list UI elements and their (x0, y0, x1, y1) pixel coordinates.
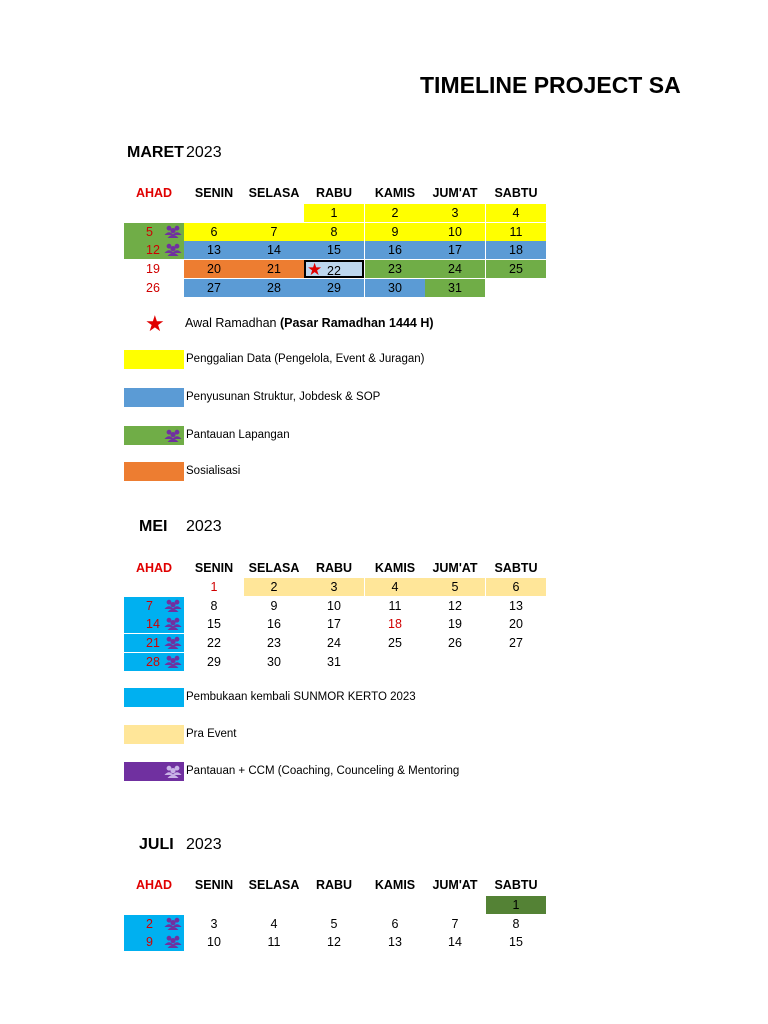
calendar-day-cell (304, 279, 364, 297)
calendar-day-cell (486, 896, 546, 914)
calendar-day-cell (244, 279, 304, 297)
day-number: 1 (512, 898, 520, 912)
calendar-day-cell (244, 241, 304, 259)
day-name-header: SENIN (194, 186, 234, 200)
calendar-day-cell (184, 615, 244, 633)
day-number: 4 (391, 580, 399, 594)
day-number: 7 (270, 224, 278, 239)
day-number: 16 (388, 243, 402, 258)
calendar-day-cell (124, 204, 184, 222)
calendar-day-cell (365, 933, 425, 951)
calendar-day-cell (425, 615, 485, 633)
calendar-day-cell (486, 915, 546, 933)
group-icon (164, 225, 182, 238)
day-number: 3 (210, 916, 218, 931)
day-number: 21 (267, 262, 281, 277)
calendar-day-cell (304, 204, 364, 222)
day-number: 27 (509, 636, 523, 651)
day-number: 6 (512, 580, 520, 594)
day-number: 28 (146, 654, 160, 669)
day-number: 15 (327, 243, 341, 258)
calendar-day-cell (425, 204, 485, 222)
calendar-day-cell (365, 634, 425, 652)
day-number: 17 (448, 243, 462, 258)
legend-label: Penyusunan Struktur, Jobdesk & SOP (186, 391, 381, 403)
legend-swatch (124, 426, 184, 445)
day-name-header: RABU (315, 878, 353, 892)
day-name-header: JUM'AT (432, 878, 478, 892)
calendar-day-cell (124, 597, 184, 615)
day-number: 25 (388, 636, 402, 651)
day-number: 9 (391, 224, 399, 239)
calendar-day-cell (244, 204, 304, 222)
calendar-day-cell (425, 597, 485, 615)
calendar-day-cell (184, 896, 244, 914)
day-name-header: SELASA (248, 186, 300, 200)
calendar-day-cell (304, 634, 364, 652)
page-title: TIMELINE PROJECT SA (420, 72, 681, 98)
calendar-day-cell (304, 933, 364, 951)
calendar-day-cell (124, 933, 184, 951)
group-icon (164, 243, 182, 256)
month-header (139, 518, 167, 536)
calendar-day-cell (425, 896, 485, 914)
calendar-day-cell (184, 578, 244, 596)
month-header (139, 836, 174, 854)
day-number: 2 (391, 206, 399, 220)
day-number: 3 (330, 580, 338, 594)
calendar-day-cell (365, 223, 425, 241)
day-number: 23 (388, 262, 402, 277)
day-number: 2 (270, 580, 278, 594)
day-number: 15 (509, 935, 523, 950)
legend-text-bold: (Pasar Ramadhan 1444 H) (279, 316, 434, 330)
calendar-day-cell (425, 223, 485, 241)
calendar-day-cell (244, 915, 304, 933)
legend-label (185, 316, 434, 330)
calendar-day-cell (486, 933, 546, 951)
day-number: 28 (267, 280, 281, 295)
day-number: 17 (327, 617, 341, 632)
day-number: 18 (388, 617, 402, 632)
day-number: 29 (327, 280, 341, 295)
calendar-day-cell (486, 204, 546, 222)
legend-swatch (124, 688, 184, 707)
calendar-day-cell (244, 933, 304, 951)
legend-label: Pantauan Lapangan (186, 429, 290, 441)
day-number: 29 (207, 654, 221, 669)
day-number: 25 (509, 262, 523, 277)
day-number: 26 (448, 636, 462, 651)
calendar-day-cell (365, 653, 425, 671)
day-name-header: AHAD (135, 878, 173, 892)
day-name-header: JUM'AT (432, 561, 478, 575)
calendar-day-cell (486, 223, 546, 241)
calendar-day-cell (184, 241, 244, 259)
day-number: 26 (146, 280, 160, 295)
day-number: 16 (267, 617, 281, 632)
calendar-day-cell (365, 241, 425, 259)
calendar-day-cell (365, 896, 425, 914)
month-name: MARET (127, 144, 184, 161)
calendar-day-cell (486, 279, 546, 297)
day-name-header: RABU (315, 561, 353, 575)
legend-swatch (124, 762, 184, 781)
day-name-header: SABTU (494, 186, 538, 200)
day-number: 7 (451, 916, 459, 931)
calendar-day-cell (124, 615, 184, 633)
group-icon (164, 617, 182, 630)
day-number: 15 (207, 617, 221, 632)
legend-text: Awal Ramadhan (185, 316, 280, 330)
calendar-day-cell (486, 634, 546, 652)
day-number: 1 (210, 580, 218, 594)
calendar-day-cell (184, 915, 244, 933)
day-number: 19 (146, 262, 160, 277)
legend-label: Penggalian Data (Pengelola, Event & Juragan) (186, 353, 425, 365)
calendar-day-cell (124, 915, 184, 933)
calendar-day-cell (365, 578, 425, 596)
day-number: 7 (146, 598, 153, 613)
day-number: 4 (270, 916, 278, 931)
day-number: 14 (146, 617, 160, 632)
legend-swatch (124, 388, 184, 407)
day-number: 9 (270, 598, 278, 613)
month-name: JULI (139, 836, 174, 853)
day-name-header: KAMIS (374, 561, 416, 575)
star-icon: ★ (145, 311, 165, 336)
day-name-header: SENIN (194, 561, 234, 575)
month-year: 2023 (186, 518, 222, 535)
month-header (127, 144, 184, 162)
calendar-day-cell (244, 615, 304, 633)
calendar-day-cell (365, 615, 425, 633)
day-number: 30 (267, 654, 281, 669)
day-number: 31 (448, 280, 462, 295)
day-number: 18 (509, 243, 523, 258)
day-number: 20 (509, 617, 523, 632)
day-number: 3 (451, 206, 459, 220)
day-name-header: KAMIS (374, 878, 416, 892)
day-number: 1 (330, 206, 338, 220)
legend-label: Pra Event (186, 728, 237, 740)
calendar-day-cell (184, 597, 244, 615)
legend-swatch (124, 725, 184, 744)
group-icon (164, 429, 182, 442)
day-name-header: SABTU (494, 878, 538, 892)
calendar-day-cell (425, 653, 485, 671)
calendar-day-cell (486, 597, 546, 615)
calendar-day-cell (244, 260, 304, 278)
calendar-day-cell (244, 597, 304, 615)
day-number: 9 (146, 935, 153, 950)
calendar-day-cell (304, 241, 364, 259)
day-number: 13 (207, 243, 221, 258)
calendar-day-cell (486, 578, 546, 596)
calendar-day-cell (184, 223, 244, 241)
day-number: 6 (210, 224, 218, 239)
calendar-day-cell (365, 260, 425, 278)
day-number: 5 (146, 224, 153, 239)
day-number: 11 (509, 224, 523, 239)
day-name-header: AHAD (135, 561, 173, 575)
day-number: 27 (207, 280, 221, 295)
day-name-header: KAMIS (374, 186, 416, 200)
calendar-day-cell (304, 597, 364, 615)
month-year: 2023 (186, 836, 222, 853)
star-icon: ★ (307, 260, 323, 280)
day-number: 21 (146, 636, 160, 651)
day-name-header: JUM'AT (432, 186, 478, 200)
calendar-day-cell (124, 578, 184, 596)
day-number: 10 (448, 224, 462, 239)
day-number: 31 (327, 654, 341, 669)
calendar-day-cell (425, 933, 485, 951)
calendar-day-cell (184, 634, 244, 652)
day-number: 14 (267, 243, 281, 258)
calendar-day-cell (244, 578, 304, 596)
calendar-day-cell (304, 915, 364, 933)
day-number: 10 (207, 935, 221, 950)
day-name-header: AHAD (135, 186, 173, 200)
calendar-day-cell (365, 204, 425, 222)
calendar-day-cell (244, 653, 304, 671)
group-icon (164, 599, 182, 612)
calendar-day-cell (124, 279, 184, 297)
day-number: 8 (210, 598, 218, 613)
legend-label: Pantauan + CCM (Coaching, Counceling & Mentoring (186, 765, 460, 777)
group-icon (164, 636, 182, 649)
legend-label: Pembukaan kembali SUNMOR KERTO 2023 (186, 691, 416, 703)
calendar-day-cell (124, 241, 184, 259)
calendar-day-cell (365, 915, 425, 933)
day-number: 12 (146, 243, 160, 258)
day-number: 14 (448, 935, 462, 950)
day-number: 10 (327, 598, 341, 613)
calendar-day-cell (184, 653, 244, 671)
day-name-header: SENIN (194, 878, 234, 892)
group-icon (164, 935, 182, 948)
calendar-day-cell (244, 896, 304, 914)
day-name-header: SELASA (248, 878, 300, 892)
calendar-day-cell (184, 279, 244, 297)
day-number: 19 (448, 617, 462, 632)
legend-label: Sosialisasi (186, 465, 241, 477)
day-number: 13 (388, 935, 402, 950)
day-name-header: SABTU (494, 561, 538, 575)
day-number: 30 (388, 280, 402, 295)
calendar-day-cell (425, 241, 485, 259)
day-number: 8 (330, 224, 338, 239)
day-number: 24 (448, 262, 462, 277)
day-number: 6 (391, 916, 399, 931)
day-number: 11 (388, 598, 402, 613)
calendar-day-cell (184, 204, 244, 222)
calendar-day-cell (184, 260, 244, 278)
calendar-day-cell (425, 279, 485, 297)
day-number: 22 (207, 636, 221, 651)
group-icon (164, 655, 182, 668)
calendar-day-cell (124, 634, 184, 652)
calendar-day-cell (425, 260, 485, 278)
calendar-day-cell (184, 933, 244, 951)
day-number: 13 (509, 598, 523, 613)
calendar-day-cell (124, 260, 184, 278)
day-number: 4 (512, 206, 520, 220)
calendar-day-cell (304, 223, 364, 241)
day-number: 2 (146, 916, 153, 931)
calendar-day-cell (124, 223, 184, 241)
calendar-day-cell (365, 597, 425, 615)
group-icon (164, 917, 182, 930)
calendar-day-cell (425, 578, 485, 596)
group-icon (164, 765, 182, 778)
calendar-day-cell (304, 653, 364, 671)
legend-swatch (124, 350, 184, 369)
day-number: 5 (330, 916, 338, 931)
day-number: 11 (267, 935, 281, 950)
calendar-day-cell (244, 634, 304, 652)
calendar-day-cell (244, 223, 304, 241)
day-number: 8 (512, 916, 520, 931)
day-number: 20 (207, 262, 221, 277)
calendar-day-cell (304, 615, 364, 633)
month-name: MEI (139, 518, 168, 535)
calendar-day-cell (304, 578, 364, 596)
calendar-day-cell (124, 653, 184, 671)
day-number: 22 (327, 264, 341, 279)
day-number: 12 (448, 598, 462, 613)
day-number: 23 (267, 636, 281, 651)
calendar-day-cell (425, 634, 485, 652)
calendar-day-cell (365, 279, 425, 297)
calendar-day-cell (124, 896, 184, 914)
calendar-day-cell (486, 241, 546, 259)
day-number: 24 (327, 636, 341, 651)
day-number: 12 (327, 935, 341, 950)
month-year: 2023 (186, 144, 222, 161)
calendar-day-cell (486, 653, 546, 671)
day-name-header: RABU (315, 186, 353, 200)
legend-swatch (124, 462, 184, 481)
calendar-day-cell (304, 260, 364, 278)
calendar-day-cell (486, 615, 546, 633)
calendar-day-cell (486, 260, 546, 278)
day-number: 5 (451, 580, 459, 594)
calendar-day-cell (304, 896, 364, 914)
day-name-header: SELASA (248, 561, 300, 575)
calendar-day-cell (425, 915, 485, 933)
